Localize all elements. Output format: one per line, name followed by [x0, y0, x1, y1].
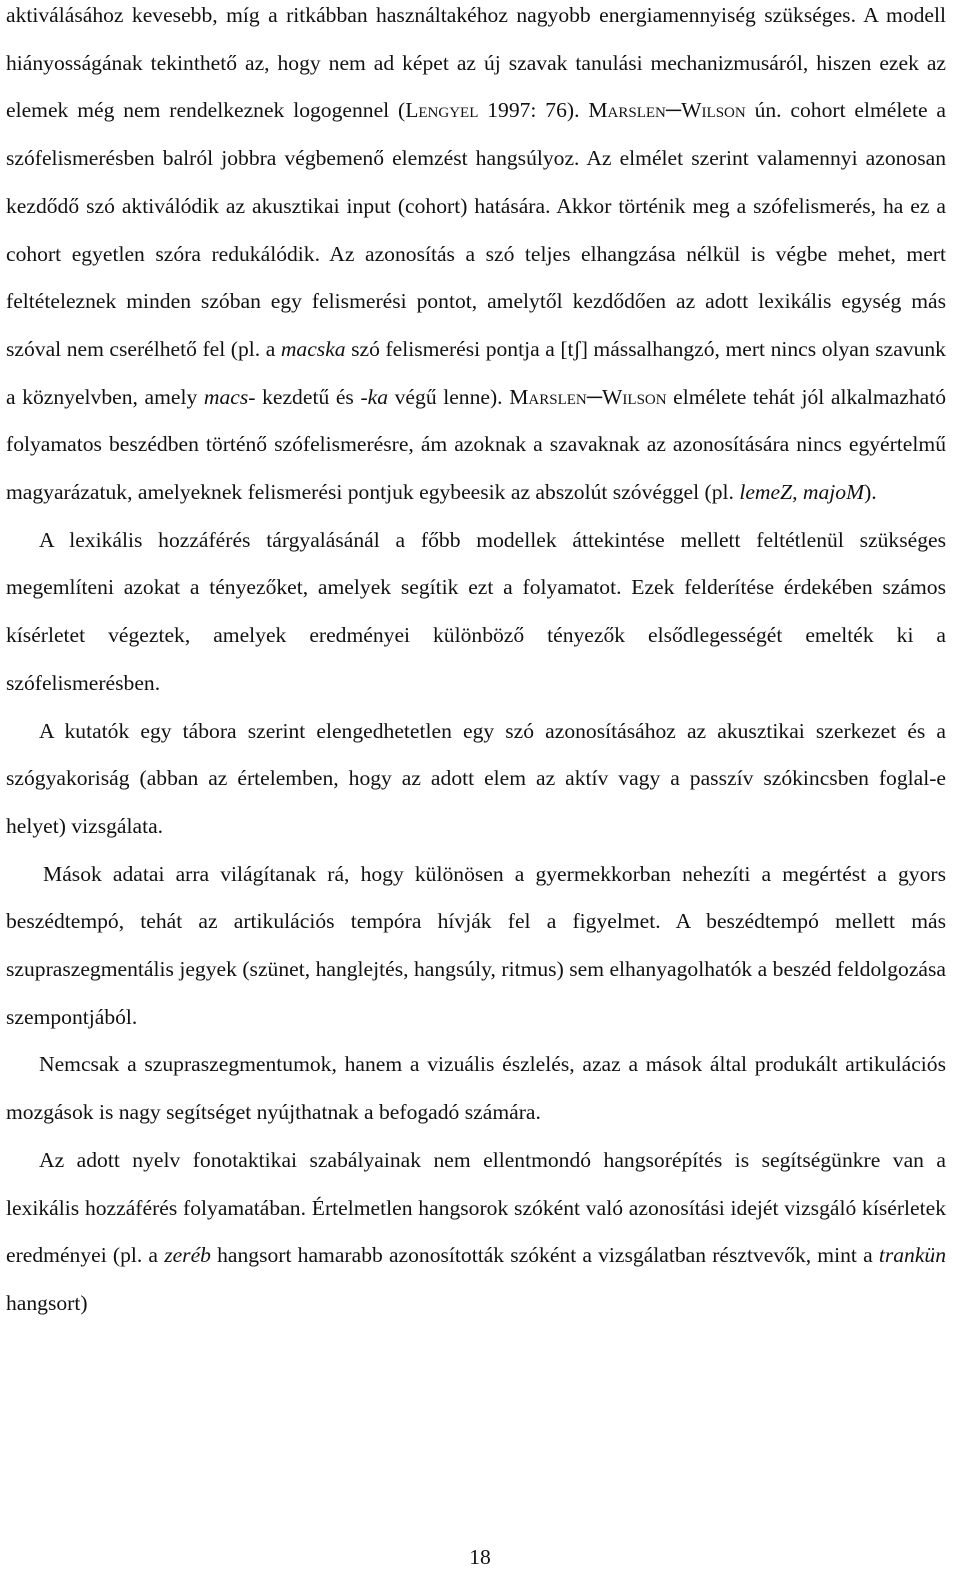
paragraph-acoustic-frequency	[6, 708, 946, 851]
text-run: hangsort hamarabb azonosították szóként a vizsgálatban résztvevők, mint a	[210, 1243, 879, 1268]
text-run: A kutatók egy tábora szerint elengedhetetlen egy szó azonosításához az akusztikai szerkezet és a szógyakoriság (abban az értelemben, hogy az adott elem az aktív vagy a passzív szókincsben foglal-e helyet) vizsgálata.	[6, 718, 946, 838]
italic-term: zeréb	[164, 1243, 211, 1268]
text-run: Nemcsak a szupraszegmentumok, hanem a vizuális észlelés, azaz a mások által produkált artikulációs mozgások is nagy segítséget nyújthatnak a befogadó számára.	[6, 1052, 946, 1125]
text-run: kezdetű és	[255, 384, 361, 409]
italic-term: trankün	[878, 1243, 947, 1268]
author-name: Marslen─Wilson	[588, 98, 746, 123]
paragraph-lexical-access-factors	[6, 517, 946, 708]
italic-term: -ka	[360, 384, 389, 409]
text-run: 1997: 76).	[478, 98, 589, 123]
paragraph-cohort-theory	[6, 0, 946, 517]
text-run: elmélete tehát jól alkalmazható folyamatos beszédben történő szófelismerésre, ám azoknak a szavaknak az azonosítására nincs egyértelmű magyarázatuk, amelyeknek felismerési pontjuk egybeesik az abszolút szóvéggel (pl.	[6, 384, 947, 505]
page-body	[6, 0, 946, 1328]
italic-term: lemeZ, majoM	[739, 480, 865, 505]
text-run: hangsort)	[6, 1290, 88, 1315]
page-number: 18	[469, 1545, 491, 1569]
text-run: Az adott nyelv fonotaktikai szabályainak nem ellentmondó hangsorépítés is segítségünkre van a lexikális hozzáférés folyamatában. Értelmetlen hangsorok szóként való azonosítási idejét vizsgáló kísérletek eredményei (pl. a	[6, 1147, 946, 1268]
text-run: Mások adatai arra világítanak rá, hogy különösen a gyermekkorban nehezíti a megértést a gyors beszédtempó, tehát az artikulációs tempóra hívják fel a figyelmet. A beszédtempó mellett más szupraszegmentális jegyek (szünet, hanglejtés, hangsúly, ritmus) sem elhanyagolhatók a beszéd feldolgozása szempontjából.	[6, 861, 946, 1029]
italic-term: macska	[280, 336, 346, 361]
paragraph-visual-perception	[6, 1041, 946, 1136]
paragraph-phonotactics	[6, 1137, 946, 1328]
paragraph-speech-tempo	[6, 851, 946, 1042]
text-run: A lexikális hozzáférés tárgyalásánál a főbb modellek áttekintése mellett feltétlenül szükséges megemlíteni azokat a tényezőket, amelyek segítik ezt a folyamatot. Ezek felderítése érdekében számos kísérletet végeztek, amelyek eredményei különböző tényezők elsődlegességét emelték ki a szófelismerésben.	[6, 527, 946, 695]
text-run: ).	[864, 480, 877, 505]
text-run: szó felismerési pontja a [tʃ] mássalhangzó, mert nincs olyan szavunk a köznyelvben, amely	[6, 336, 946, 409]
italic-term: macs-	[203, 384, 256, 409]
author-name: Marslen─Wilson	[509, 384, 667, 409]
text-run: végű lenne).	[388, 384, 510, 409]
text-run: ún. cohort elmélete a szófelismerésben balról jobbra végbemenő elemzést hangsúlyoz. Az elmélet szerint valamennyi azonosan kezdődő szó aktiválódik az akusztikai input (cohort) hatására. Akkor történik meg a szófelismerés, ha ez a cohort egyetlen szóra redukálódik. Az azonosítás a szó teljes elhangzása nélkül is végbe mehet, mert feltételeznek minden szóban egy felismerési pontot, amelytől kezdődően az adott lexikális egység más szóval nem cserélhető fel (pl. a	[6, 98, 946, 361]
author-name: Lengyel	[405, 98, 479, 123]
text-run: aktiválásához kevesebb, míg a ritkábban használtakéhoz nagyobb energiamennyiség szükséges. A modell hiányosságának tekinthető az, hogy nem ad képet az új szavak tanulási mechanizmusáról, hiszen ezek az elemek még nem rendelkeznek logogennel (	[6, 3, 946, 123]
